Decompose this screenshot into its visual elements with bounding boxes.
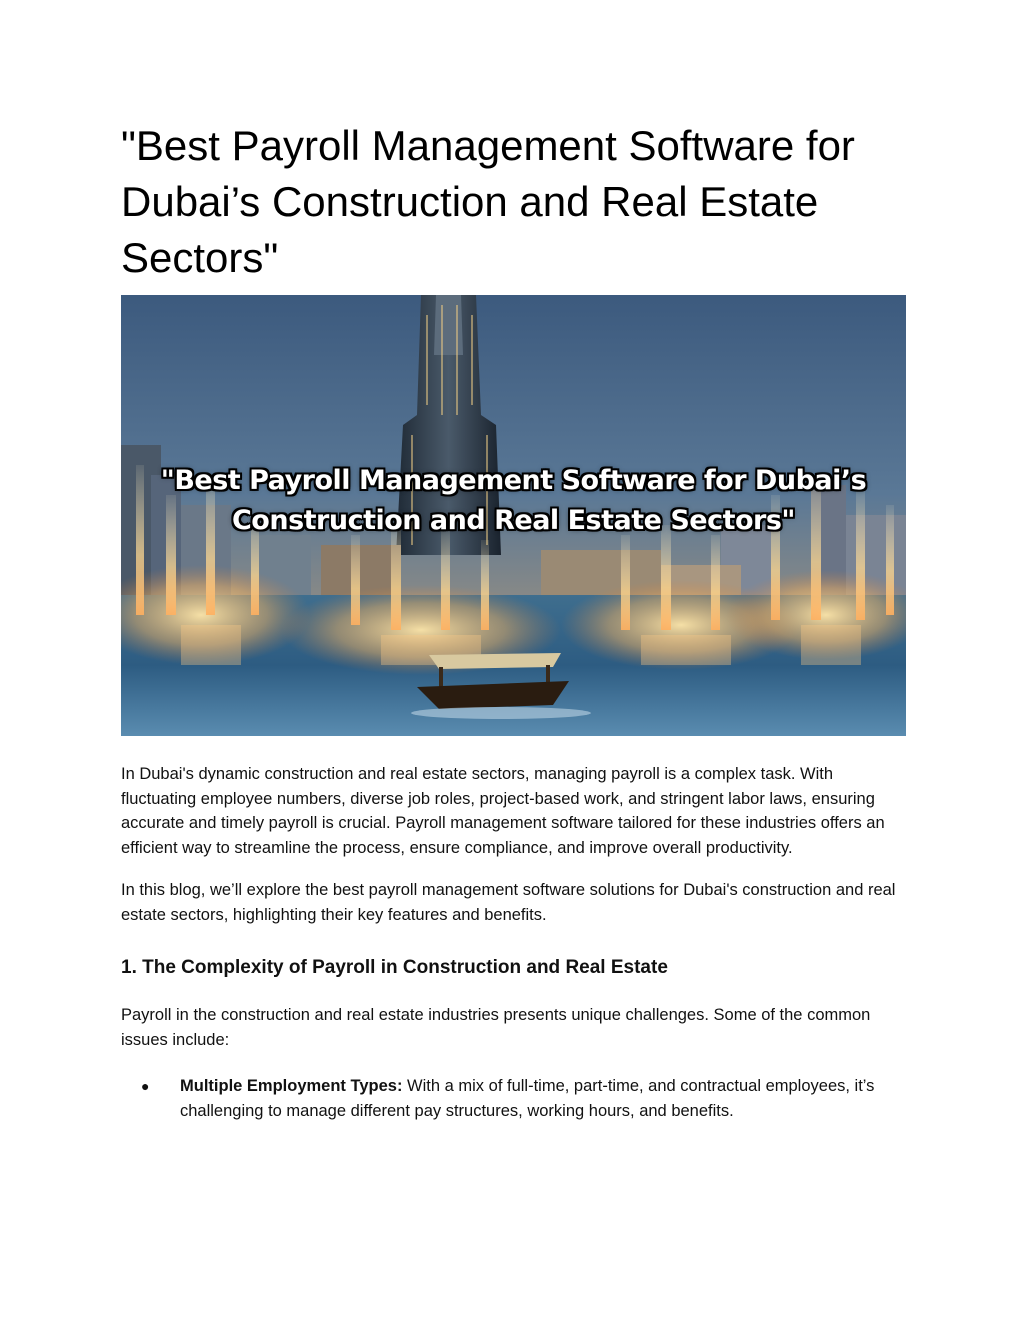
bullet-marker: ● <box>141 1078 150 1094</box>
blog-paragraph: In this blog, we’ll explore the best payroll management software solutions for Dubai's construction and real estate sectors, highlighting their key features and benefits. <box>121 881 896 924</box>
intro-paragraph: In Dubai's dynamic construction and real estate sectors, managing payroll is a complex task. With fluctuating employee numbers, diverse job roles, project-based work, and stringent labor laws, ensuring accurate and timely payroll is crucial. Payroll management software tailored for these industries offers an efficient way to streamline the process, ensure compliance, and improve overall productivity. <box>121 765 885 857</box>
hero-caption <box>121 461 906 541</box>
hero-caption-line-2: Construction and Real Estate Sectors" <box>231 505 795 536</box>
hero-image <box>121 295 906 736</box>
section-paragraph: Payroll in the construction and real estate industries presents unique challenges. Some of the common issues include: <box>121 1006 871 1049</box>
bullet-list <box>121 1074 907 1123</box>
document-page <box>121 118 907 1123</box>
document-title: "Best Payroll Management Software for Dubai’s Construction and Real Estate Sectors" <box>121 122 855 281</box>
bullet-text: With a mix of full-time, part-time, and contractual employees, it’s challenging to manage different pay structures, working hours, and benefits. <box>180 1077 875 1120</box>
bullet-term: Multiple Employment Types: <box>180 1077 403 1095</box>
hero-caption-line-1: "Best Payroll Management Software for Dubai’s <box>160 465 867 496</box>
list-item <box>121 1074 907 1123</box>
section-heading: 1. The Complexity of Payroll in Construction and Real Estate <box>121 957 668 978</box>
